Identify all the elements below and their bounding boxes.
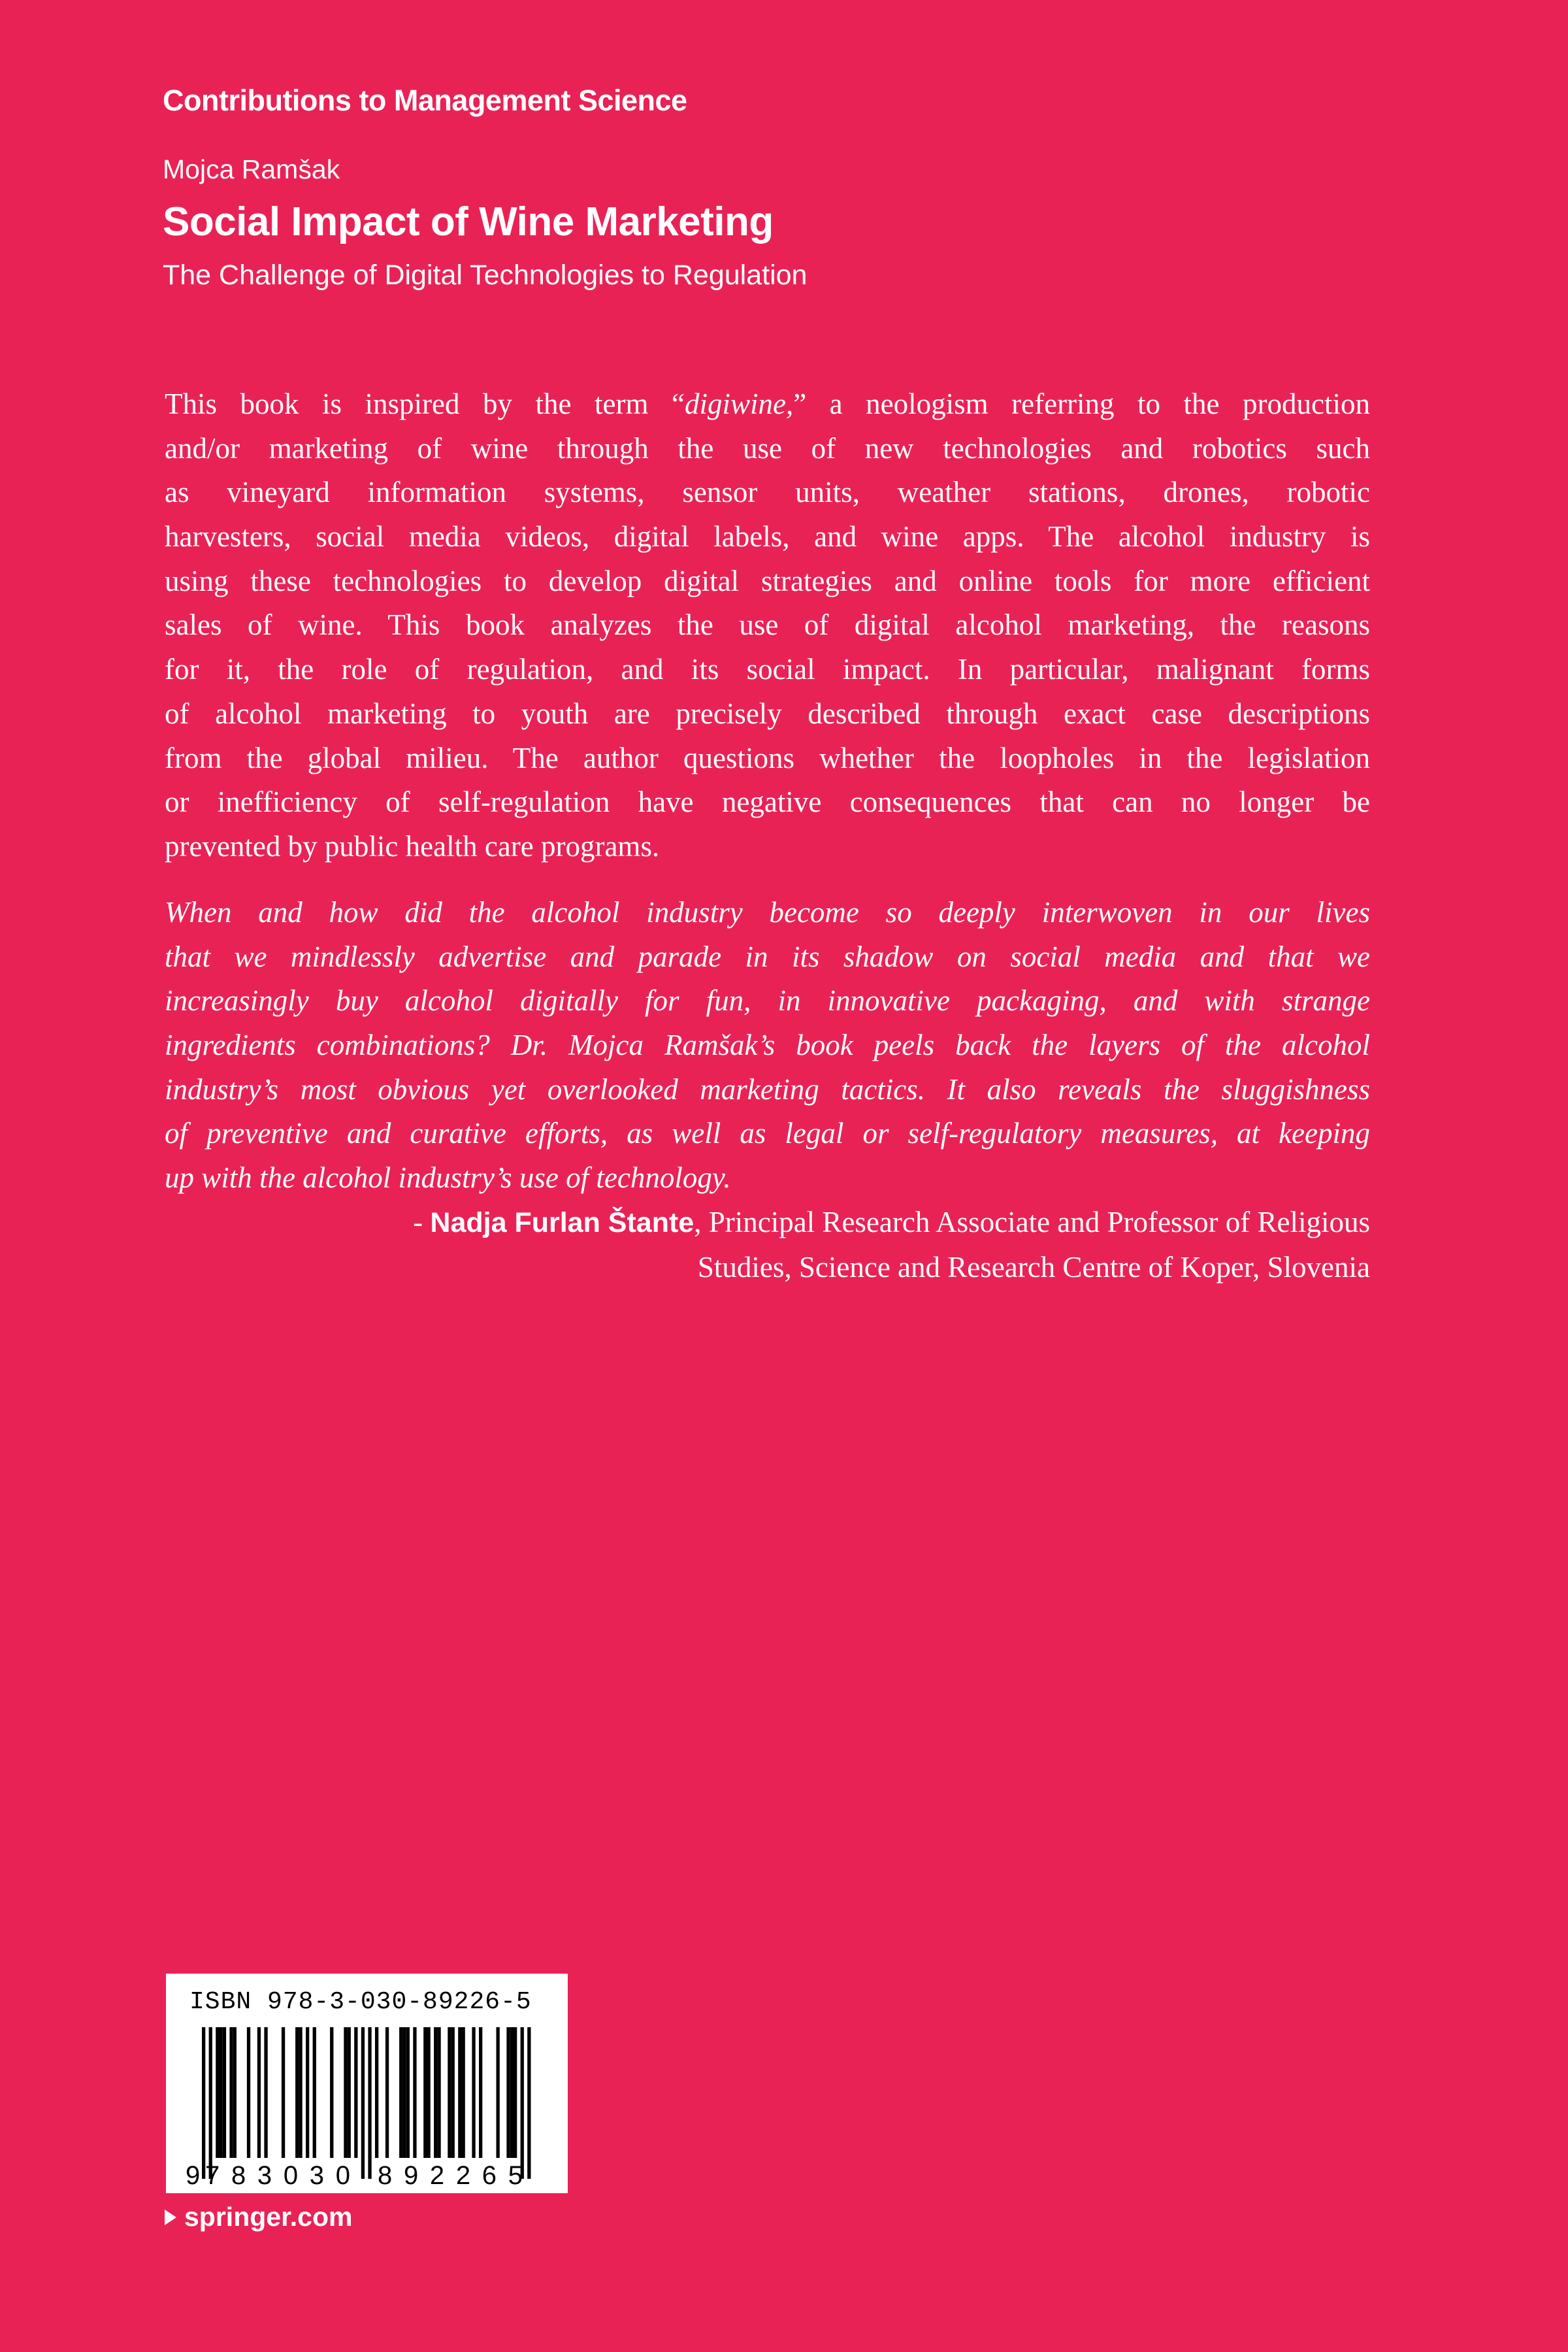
description-line: harvesters, social media videos, digital labels, and wine apps. The alcohol industry is (165, 520, 1370, 554)
barcode-bars (202, 2027, 531, 2179)
barcode-bar (313, 2027, 316, 2158)
barcode-left-digits: 783030 (205, 2161, 350, 2190)
description-line: prevented by public health care programs. (165, 829, 660, 863)
barcode-bar (479, 2027, 482, 2158)
barcode-bar (264, 2027, 267, 2158)
description-line: and/or marketing of wine through the use of new technologies and robotics such (165, 431, 1370, 465)
barcode-bar (295, 2027, 299, 2158)
barcode-bar (257, 2027, 261, 2158)
description-line: from the global milieu. The author questions whether the loopholes in the legislation (165, 741, 1370, 774)
barcode-bar (451, 2027, 455, 2158)
barcode-bar (229, 2027, 233, 2158)
barcode-right-digits: 892265 (378, 2161, 523, 2190)
attribution-line (165, 1201, 1370, 1246)
barcode-bar (458, 2027, 461, 2158)
barcode-guard-bar (527, 2027, 531, 2179)
barcode-guard-bar (361, 2027, 365, 2179)
barcode-bar (306, 2027, 309, 2158)
barcode-bar (514, 2027, 517, 2158)
barcode-guard-bar (209, 2027, 212, 2179)
website-label: springer.com (184, 2202, 353, 2232)
attribution-dash: - (413, 1206, 431, 1238)
quote-line: industry’s most obvious yet overlooked marketing tactics. It also reveals the sluggishness (165, 1072, 1370, 1106)
barcode-bar (344, 2027, 347, 2158)
barcode-bar (427, 2027, 431, 2158)
barcode-bar (462, 2027, 465, 2158)
barcode-guard-bar (202, 2027, 205, 2179)
barcode-bar (506, 2027, 510, 2158)
barcode-bar (354, 2027, 357, 2158)
barcode-bar (216, 2027, 219, 2158)
barcode-bar (510, 2027, 514, 2158)
barcode-bar (385, 2027, 389, 2158)
attribution-line: Studies, Science and Research Centre of Koper, Slovenia (697, 1250, 1370, 1284)
description-line: using these technologies to develop digital strategies and online tools for more efficient (165, 564, 1370, 597)
description-line (165, 382, 1370, 427)
barcode-bar (375, 2027, 378, 2158)
barcode-bar (247, 2027, 250, 2158)
description-line: sales of wine. This book analyzes the use of digital alcohol marketing, the reasons (165, 608, 1370, 642)
barcode-guard-bar (521, 2027, 524, 2179)
barcode-bar (282, 2027, 285, 2158)
book-title: Social Impact of Wine Marketing (163, 199, 774, 244)
endorsement-quote (165, 891, 1370, 1201)
quote-line: ingredients combinations? Dr. Mojca Ramšak’s book peels back the layers of the alcohol (165, 1029, 1370, 1062)
barcode-bar (497, 2027, 500, 2158)
quote-line: When and how did the alcohol industry become so deeply interwoven in our lives (165, 896, 1370, 929)
barcode-bar (399, 2027, 402, 2158)
isbn-label: ISBN 978-3-030-89226-5 (189, 1988, 532, 2016)
description-text: ” a neologism referring to the production (793, 388, 1371, 420)
barcode-bar (472, 2027, 475, 2158)
barcode-lead-digit: 9 (186, 2161, 201, 2190)
barcode-bar (220, 2027, 223, 2158)
barcode-bar (406, 2027, 410, 2158)
barcode-guard-bar (368, 2027, 371, 2179)
barcode-bar (423, 2027, 427, 2158)
quote-line: of preventive and curative efforts, as well as legal or self-regulatory measures, at keeping (165, 1117, 1370, 1150)
barcode-bar (348, 2027, 351, 2158)
quote-attribution (165, 1201, 1370, 1289)
triangle-right-icon (165, 2210, 176, 2225)
quote-line: increasingly buy alcohol digitally for fun, in innovative packaging, and with strange (165, 984, 1370, 1018)
barcode-bar (437, 2027, 440, 2158)
book-description (165, 382, 1370, 869)
description-line: or inefficiency of self-regulation have negative consequences that can no longer be (165, 786, 1370, 819)
author-name: Mojca Ramšak (163, 154, 340, 184)
attribution-name: Nadja Furlan Štante (430, 1207, 694, 1238)
description-line: as vineyard information systems, sensor units, weather stations, drones, robotic (165, 476, 1370, 509)
quote-line: up with the alcohol industry’s use of technology. (165, 1161, 731, 1195)
attribution-affiliation: , Principal Research Associate and Professor of Religious (694, 1206, 1370, 1238)
barcode-bar (299, 2027, 302, 2158)
isbn-barcode (166, 1974, 568, 2193)
barcode-bar (223, 2027, 226, 2158)
book-subtitle: The Challenge of Digital Technologies to Regulation (163, 259, 808, 291)
barcode-bar (413, 2027, 416, 2158)
barcode-graphic (166, 1974, 568, 2193)
barcode-bar (434, 2027, 437, 2158)
description-line: for it, the role of regulation, and its social impact. In particular, malignant forms (165, 653, 1370, 686)
barcode-bar (330, 2027, 333, 2158)
series-name: Contributions to Management Science (163, 84, 687, 117)
publisher-website[interactable] (165, 2202, 352, 2232)
barcode-bar (233, 2027, 237, 2158)
description-line: of alcohol marketing to youth are precisely described through exact case descriptions (165, 697, 1370, 730)
description-term: digiwine, (684, 388, 794, 420)
barcode-bar (402, 2027, 406, 2158)
description-text: This book is inspired by the term “ (165, 388, 685, 420)
quote-line: that we mindlessly advertise and parade in its shadow on social media and that we (165, 940, 1370, 973)
barcode-bar (448, 2027, 451, 2158)
